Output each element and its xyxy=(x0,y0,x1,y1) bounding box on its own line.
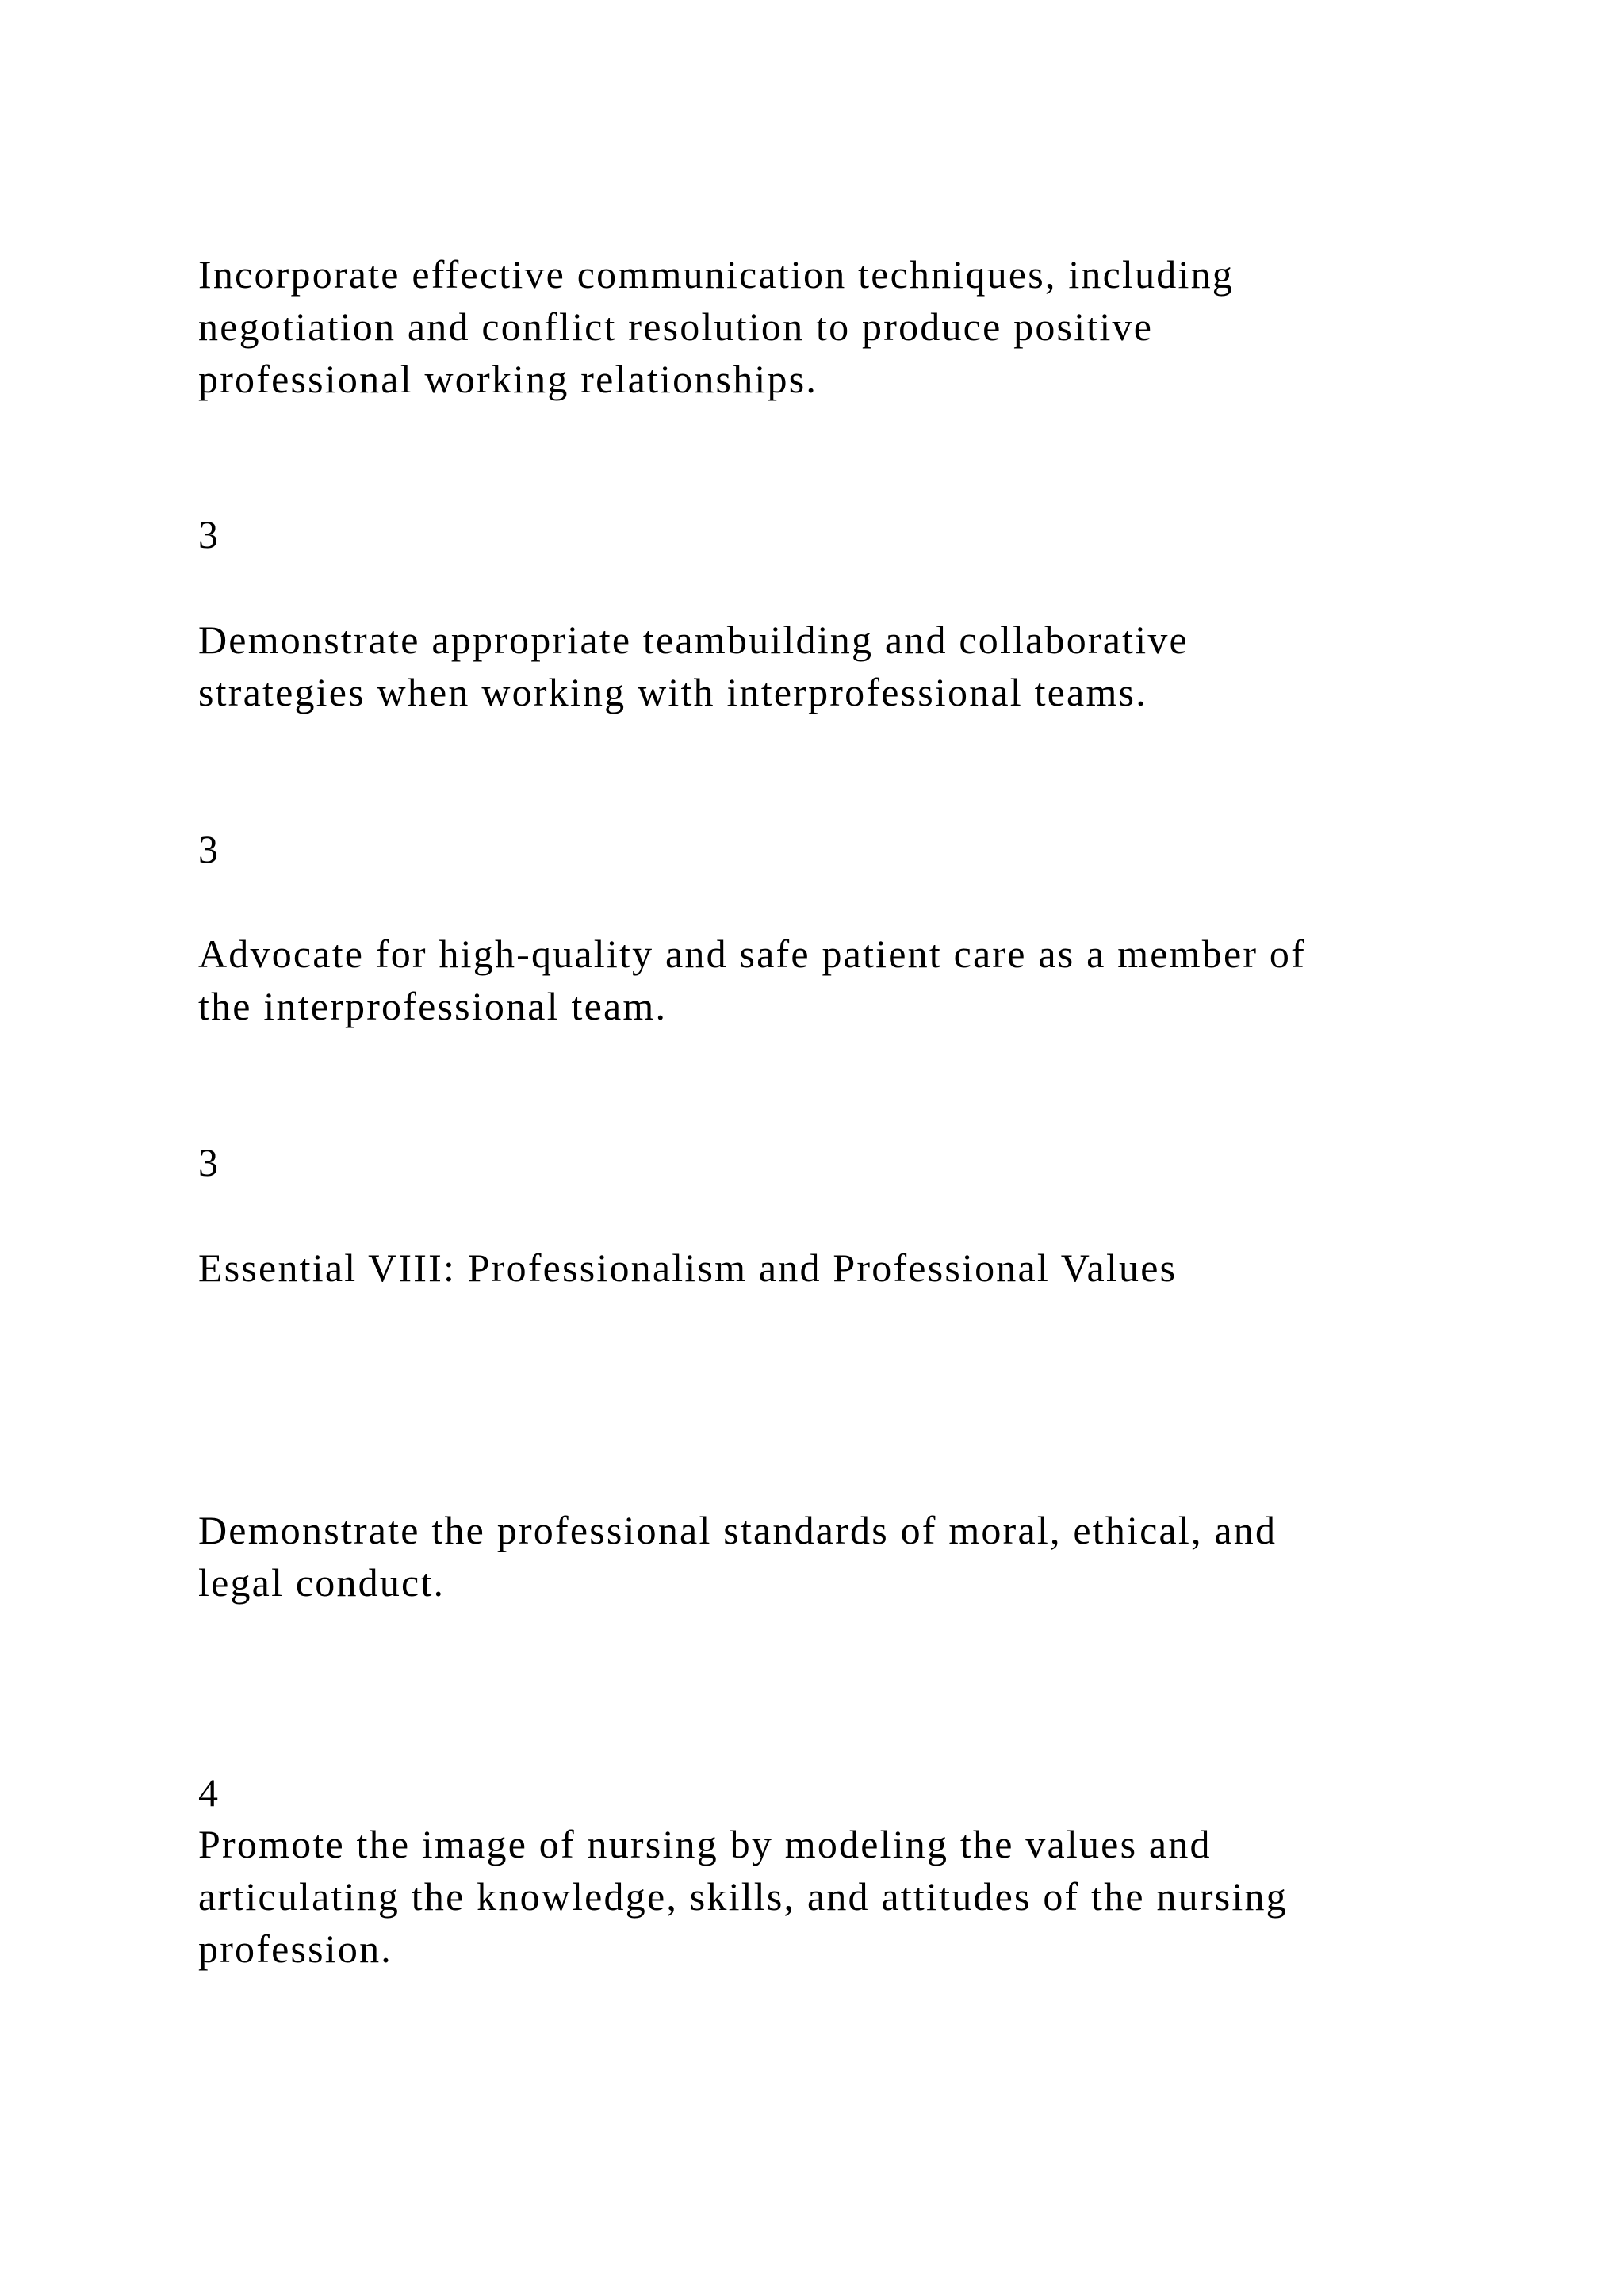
paragraph-line: negotiation and conflict resolution to produce positive xyxy=(198,304,1154,349)
paragraph-line: the interprofessional team. xyxy=(198,984,668,1028)
criterion-number: 3 xyxy=(198,827,220,871)
paragraph-line: profession. xyxy=(198,1927,393,1971)
criterion-number: 3 xyxy=(198,512,220,557)
paragraph-line: legal conduct. xyxy=(198,1560,446,1605)
paragraph-line: Demonstrate the professional standards of moral, ethical, and xyxy=(198,1508,1277,1552)
paragraph-line: strategies when working with interprofessional teams. xyxy=(198,670,1147,714)
paragraph-line: Demonstrate appropriate teambuilding and collaborative xyxy=(198,618,1189,662)
paragraph-line: Promote the image of nursing by modeling the values and xyxy=(198,1822,1212,1866)
criterion-number: 3 xyxy=(198,1140,220,1184)
section-heading: Essential VIII: Professionalism and Professional Values xyxy=(198,1246,1178,1290)
paragraph-line: Incorporate effective communication techniques, including xyxy=(198,252,1234,297)
paragraph-line: Advocate for high-quality and safe patient care as a member of xyxy=(198,932,1306,976)
paragraph-line: professional working relationships. xyxy=(198,357,818,401)
paragraph-line: articulating the knowledge, skills, and attitudes of the nursing xyxy=(198,1874,1288,1919)
criterion-number: 4 xyxy=(198,1770,220,1815)
